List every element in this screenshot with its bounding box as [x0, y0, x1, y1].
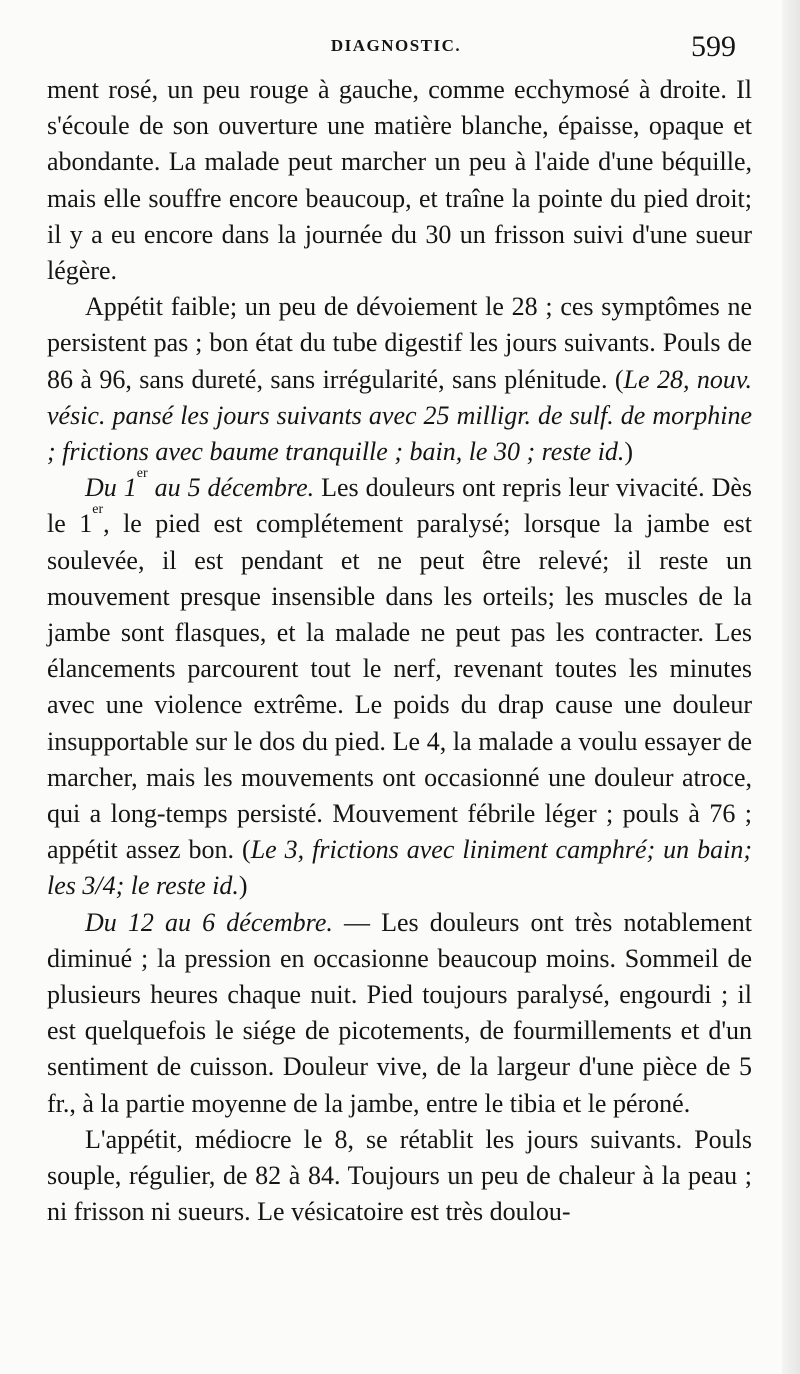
- paragraph-2-prescription: Le 28, nouv. vésic. pansé les jours suivants avec 25 milligr. de sulf. de morphine ; frictions avec baume tranquille ; bain, le 30 ; reste id.: [47, 364, 752, 467]
- page-edge: [782, 0, 800, 1374]
- paragraph-3-prescription: Le 3, frictions avec liniment camphré; un bain; les 3/4; le reste id.: [47, 835, 752, 901]
- running-head: DIAGNOSTIC.: [330, 36, 462, 55]
- paragraph-5: L'appétit, médiocre le 8, se rétablit les jours suivants. Pouls souple, régulier, de 82 à 84. Toujours un peu de chaleur à la peau ; ni frisson ni sueurs. Le vésicatoire est très doulou-: [47, 1124, 752, 1227]
- page-header: [46, 30, 746, 70]
- paragraph-3-text-a: Les douleurs ont repris leur vivacité. Dès le 1: [47, 473, 753, 539]
- paragraph-3-close: ): [238, 871, 248, 901]
- paragraph-4: [47, 905, 752, 1122]
- paragraph-2-text: Appétit faible; un peu de dévoiement le 28 ; ces symptômes ne persistent pas ; bon état du tube digestif les jours suivants. Pouls de 86 à 96, sans dureté, sans irrégularité, sans plénitude. (: [47, 292, 752, 394]
- paragraph-2-close: ): [624, 437, 634, 467]
- paragraph-4-date: Du 12 au 6 décembre.: [85, 907, 333, 937]
- body-text: [47, 72, 752, 1231]
- paragraph-3-date-a: Du 1: [85, 473, 137, 503]
- paragraph-3-sup: er: [136, 466, 148, 482]
- paragraph-2: [47, 289, 752, 470]
- paragraph-1: ment rosé, un peu rouge à gauche, comme ecchymosé à droite. Il s'écoule de son ouverture une matière blanche, épaisse, opaque et abondante. La malade peut marcher un peu à l'aide d'une béquille, mais elle souffre encore beaucoup, et traîne la pointe du pied droit; il y a eu encore dans la journée du 30 un frisson suivi d'une sueur légère.: [47, 75, 752, 286]
- page-number: 599: [691, 30, 736, 63]
- paragraph-3-date-b: au 5 décembre.: [147, 473, 315, 503]
- paragraph-3-sup-2: er: [92, 502, 104, 518]
- paragraph-3: [47, 466, 753, 904]
- paragraph-3-text-b: , le pied est complétement paralysé; lorsque la jambe est soulevée, il est pendant et ne peut être relevé; il reste un mouvement presque insensible dans les orteils; les muscles de la jambe sont flasques, et la malade ne peut pas les contracter. Les élancements parcourent tout le nerf, revenant toutes les minutes avec une violence extrême. Le poids du drap cause une douleur insupportable sur le dos du pied. Le 4, la malade a voulu essayer de marcher, mais les mouvements ont occasionné une douleur atroce, qui a long-temps persisté. Mouvement fébrile léger ; pouls à 76 ; appétit assez bon. (: [47, 509, 753, 865]
- paragraph-4-text: — Les douleurs ont très notablement diminué ; la pression en occasionne beaucoup moins. Sommeil de plusieurs heures chaque nuit. Pied toujours paralysé, engourdi ; il est quelquefois le siége de picotements, de fourmillements et d'un sentiment de cuisson. Douleur vive, de la largeur d'une pièce de 5 fr., à la partie moyenne de la jambe, entre le tibia et le péroné.: [47, 907, 752, 1118]
